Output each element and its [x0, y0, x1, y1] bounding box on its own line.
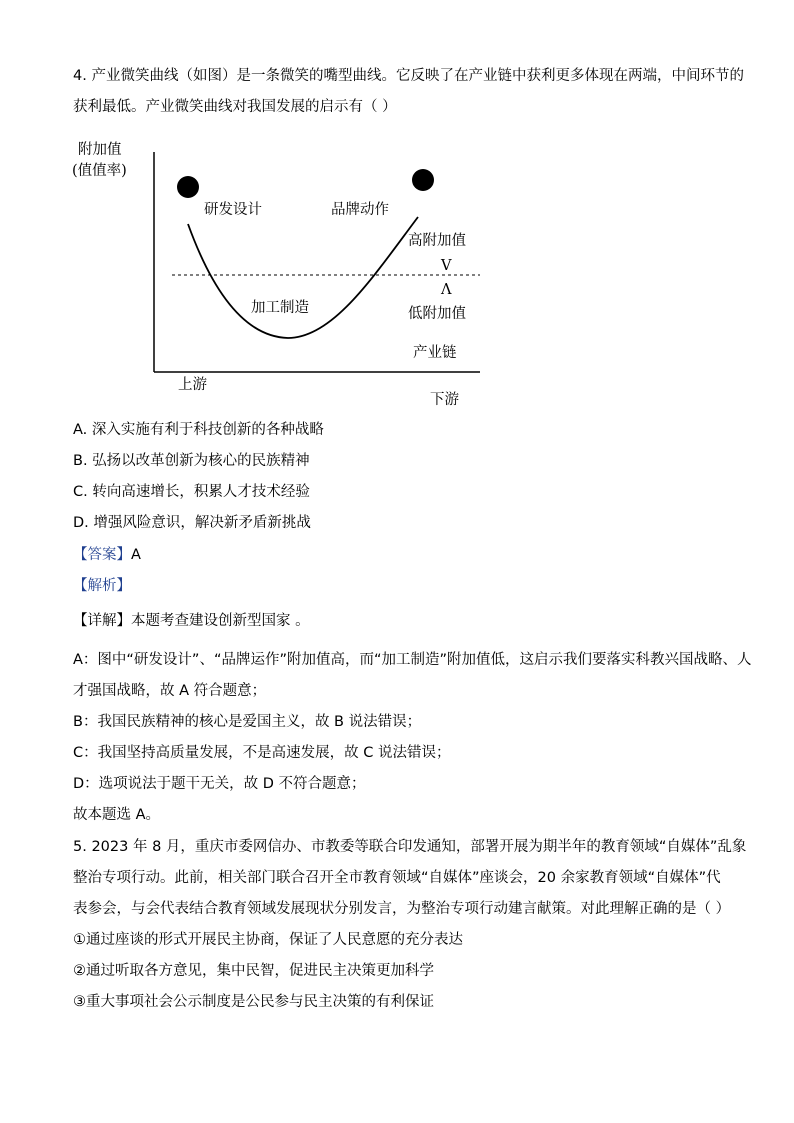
q5-stem-line-3: 表参会，与会代表结合教育领域发展现状分别发言，为整治专项行动建言献策。对此理解正确的是（ ） — [73, 901, 731, 917]
chain-label: 产业链 — [413, 345, 457, 361]
detail-tag: 【详解】 — [73, 613, 131, 629]
right-end-label: 品牌动作 — [331, 202, 389, 218]
right-end-dot — [412, 169, 434, 191]
analysis-row — [73, 576, 131, 596]
q5-item-3: ③重大事项社会公示制度是公民参与民主决策的有利保证 — [73, 994, 434, 1010]
explain-line-4: C：我国坚持高质量发展，不是高速发展，故 C 说法错误； — [73, 745, 451, 761]
left-end-label: 研发设计 — [204, 202, 262, 218]
q5-stem-line-2: 整治专项行动。此前，相关部门联合召开全市教育领域“自媒体”座谈会，20 余家教育领域“自媒体”代 — [73, 870, 721, 886]
explain-line-1: A：图中“研发设计”、“品牌运作”附加值高，而“加工制造”附加值低，这启示我们要落实科教兴国战略、人 — [73, 652, 752, 668]
downstream-label: 下游 — [430, 392, 459, 408]
q4-option-a: A. 深入实施有利于科技创新的各种战略 — [73, 422, 324, 438]
explain-line-3: B：我国民族精神的核心是爱国主义，故 B 说法错误； — [73, 714, 422, 730]
q4-option-c: C. 转向高速增长，积累人才技术经验 — [73, 484, 310, 500]
q5-item-1: ①通过座谈的形式开展民主协商，保证了人民意愿的充分表达 — [73, 932, 463, 948]
q4-stem-line-1: 4. 产业微笑曲线（如图）是一条微笑的嘴型曲线。它反映了在产业链中获利更多体现在两端，中间环节的 — [73, 68, 744, 84]
explain-line-5: D：选项说法于题干无关，故 D 不符合题意； — [73, 776, 366, 792]
upstream-label: 上游 — [178, 377, 207, 393]
smile-curve — [188, 217, 418, 338]
y-axis-label-2: (值值率) — [72, 163, 127, 179]
q5-item-2: ②通过听取各方意见，集中民智，促进民主决策更加科学 — [73, 963, 434, 979]
high-value-label: 高附加值 — [408, 233, 466, 249]
q4-stem-line-2: 获利最低。产业微笑曲线对我国发展的启示有（ ） — [73, 99, 397, 115]
q5-stem-line-1: 5. 2023 年 8 月，重庆市委网信办、市教委等联合印发通知，部署开展为期半年的教育领域“自媒体”乱象 — [73, 839, 747, 855]
answer-tag: 【答案】 — [73, 547, 131, 563]
answer-row — [73, 545, 141, 565]
explain-line-6: 故本题选 A。 — [73, 807, 161, 823]
low-value-label: 低附加值 — [408, 306, 466, 322]
explain-line-2: 才强国战略，故 A 符合题意； — [73, 683, 267, 699]
detail-row — [73, 611, 310, 631]
detail-text: 本题考查建设创新型国家 。 — [131, 613, 310, 629]
smile-curve-figure — [68, 132, 488, 417]
y-axis-label-1: 附加值 — [78, 142, 122, 158]
less-symbol: Λ — [441, 282, 452, 298]
q4-option-d: D. 增强风险意识，解决新矛盾新挑战 — [73, 515, 311, 531]
analysis-tag: 【解析】 — [73, 578, 131, 594]
answer-value: A — [131, 547, 141, 563]
middle-label: 加工制造 — [251, 300, 309, 316]
greater-symbol: V — [441, 258, 452, 274]
left-end-dot — [177, 176, 199, 198]
q4-option-b: B. 弘扬以改革创新为核心的民族精神 — [73, 453, 310, 469]
